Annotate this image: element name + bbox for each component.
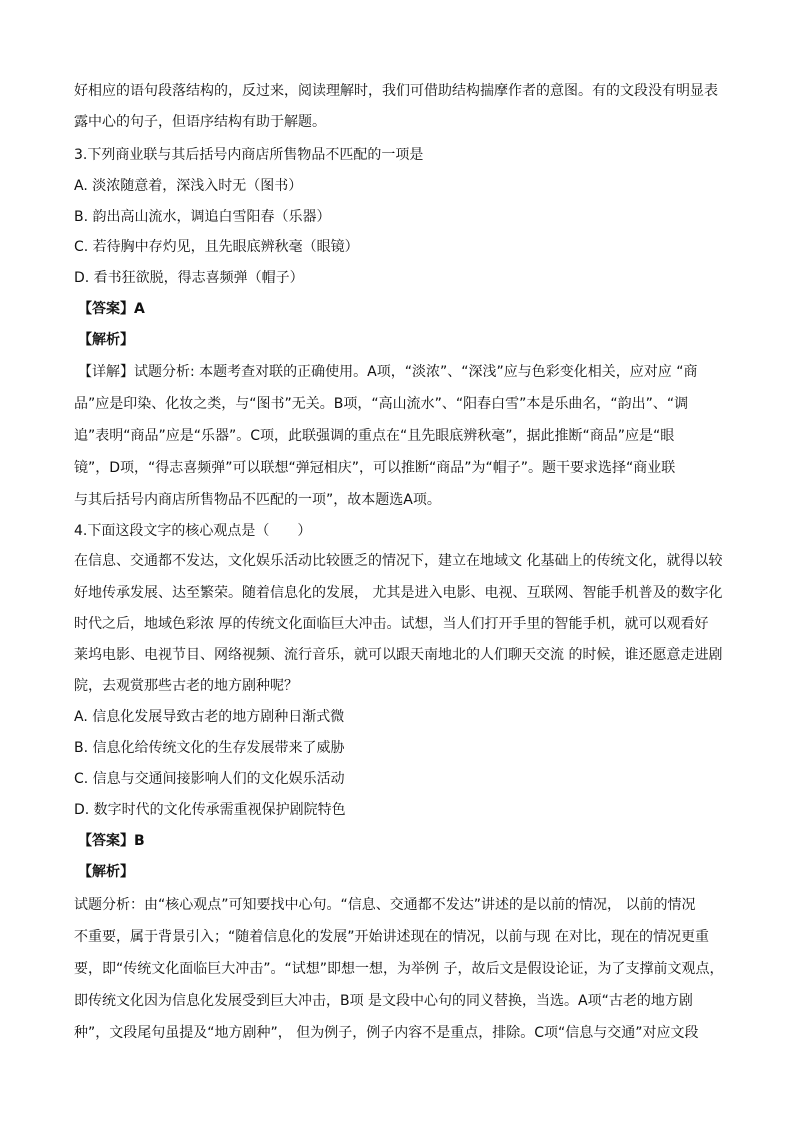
answer-label: 【答案】B bbox=[78, 833, 145, 849]
analysis-text: 追”表明“商品”应是“乐器”。C项，此联强调的重点在“且先眼底辨秋毫”，据此推断“商品”应是“眼 bbox=[74, 428, 675, 444]
passage-text: 时代之后，地域色彩浓 厚的传统文化面临巨大冲击。试想，当人们打开手里的智能手机，就可以观看好 bbox=[74, 616, 709, 632]
analysis-text: 【详解】试题分析: 本题考查对联的正确使用。A项，“淡浓”、“深浅”应与色彩变化相关，应对应 “商 bbox=[78, 364, 698, 380]
passage-text: 好地传承发展、达至繁荣。随着信息化的发展， 尤其是进入电影、电视、互联网、智能手机普及的数字化 bbox=[74, 585, 723, 601]
text-line: 好相应的语句段落结构的，反过来，阅读理解时，我们可借助结构揣摩作者的意图。有的文段没有明显表 bbox=[74, 83, 718, 99]
question-4-stem: 4.下面这段文字的核心观点是（ ） bbox=[74, 523, 312, 539]
analysis-text: 种”，文段尾句虽提及“地方剧种”， 但为例子，例子内容不是重点，排除。C项“信息与交通”对应文段 bbox=[74, 1025, 699, 1041]
passage-text: 院，去观赏那些古老的地方剧种呢？ bbox=[74, 678, 298, 694]
passage-text: 莱坞电影、电视节目、网络视频、流行音乐，就可以跟天南地北的人们聊天交流 的时候，谁还愿意走进剧 bbox=[74, 647, 723, 663]
analysis-text: 品”应是印染、化妆之类，与“图书”无关。B项，“高山流水”、“阳春白雪”本是乐曲名，“韵出”、“调 bbox=[74, 396, 689, 412]
analysis-text: 不重要，属于背景引入；“随着信息化的发展”开始讲述现在的情况，以前与现 在对比，现在的情况更重 bbox=[74, 929, 709, 945]
option-d: D. 看书狂欲脱，得志喜频弹（帽子） bbox=[74, 270, 304, 286]
question-3-stem: 3.下列商业联与其后括号内商店所售物品不匹配的一项是 bbox=[74, 147, 424, 163]
answer-label: 【答案】A bbox=[78, 301, 145, 317]
option-c: C. 若待胸中存灼见，且先眼底辨秋毫（眼镜） bbox=[74, 239, 359, 255]
text-line: 露中心的句子，但语序结构有助于解题。 bbox=[74, 114, 326, 130]
passage-text: 在信息、交通都不发达，文化娱乐活动比较匮乏的情况下，建立在地域文 化基础上的传统文化，就得以较 bbox=[74, 553, 723, 569]
analysis-text: 要，即“传统文化面临巨大冲击”。“试想”即想一想，为举例 子，故后文是假设论证，为了支撑前文观点， bbox=[74, 961, 724, 977]
analysis-text: 即传统文化因为信息化发展受到巨大冲击，B项 是文段中心句的同义替换，当选。A项“古老的地方剧 bbox=[74, 993, 693, 1009]
option-d: D. 数字时代的文化传承需重视保护剧院特色 bbox=[74, 802, 346, 818]
option-b: B. 韵出高山流水，调追白雪阳春（乐器） bbox=[74, 209, 331, 225]
option-a: A. 信息化发展导致古老的地方剧种日渐式微 bbox=[74, 709, 345, 725]
analysis-text: 与其后括号内商店所售物品不匹配的一项”，故本题选A项。 bbox=[74, 492, 441, 508]
option-b: B. 信息化给传统文化的生存发展带来了威胁 bbox=[74, 740, 345, 756]
analysis-label: 【解析】 bbox=[78, 332, 134, 348]
analysis-text: 镜”，D项，“得志喜频弹”可以联想“弹冠相庆”，可以推断“商品”为“帽子”。题干要求选择“商业联 bbox=[74, 460, 676, 476]
option-c: C. 信息与交通间接影响人们的文化娱乐活动 bbox=[74, 771, 345, 787]
analysis-text: 试题分析：由“核心观点”可知要找中心句。“信息、交通都不发达”讲述的是以前的情况， 以前的情况 bbox=[74, 897, 696, 913]
analysis-label: 【解析】 bbox=[78, 864, 134, 880]
option-a: A. 淡浓随意着，深浅入时无（图书） bbox=[74, 178, 303, 194]
